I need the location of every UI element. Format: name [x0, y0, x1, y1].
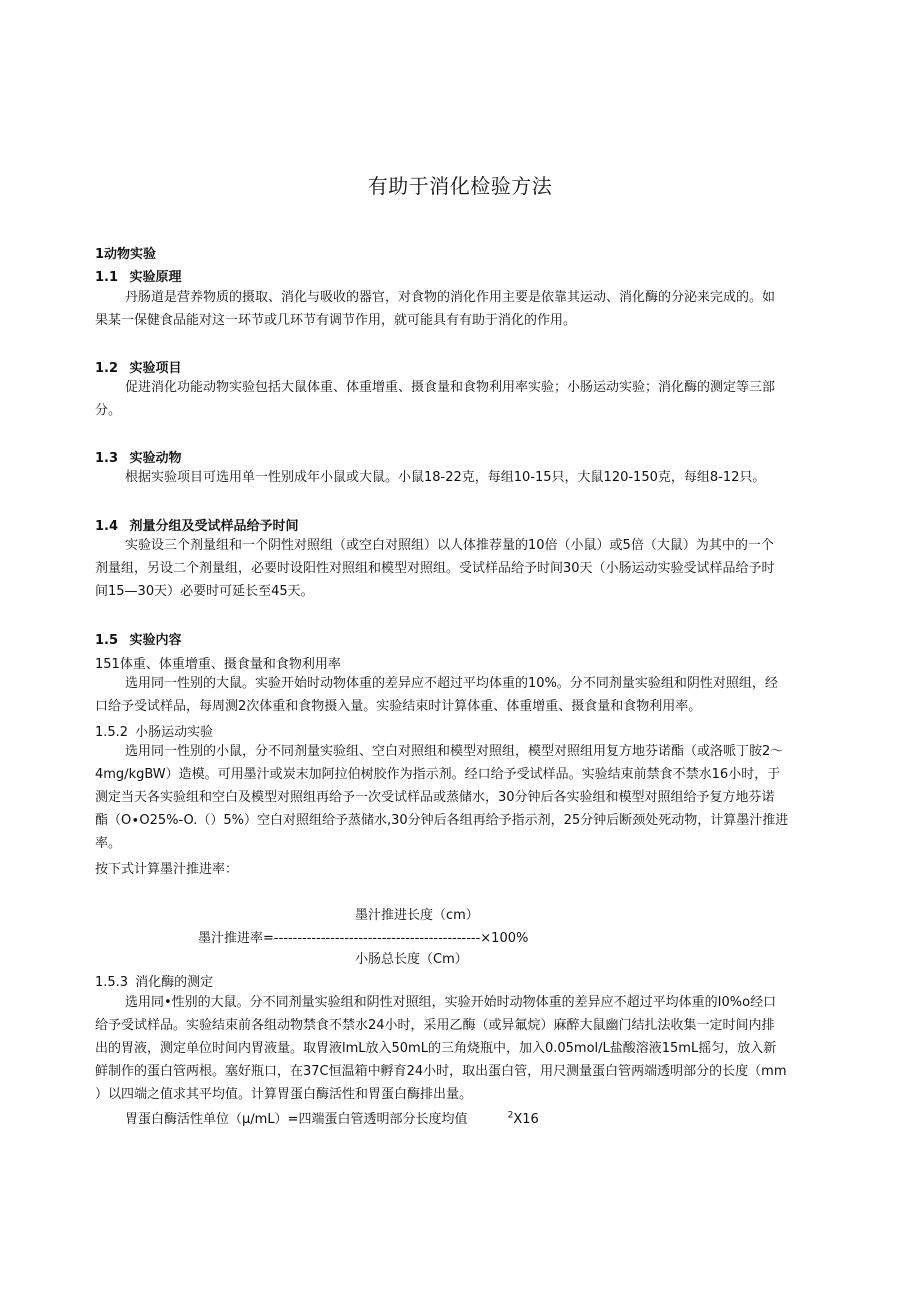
text-line: 选用同一性别的大鼠。实验开始时动物体重的差异应不超过平均体重的10%。分不同剂量实验组和阴性对照组，经 — [125, 676, 778, 691]
text-line: 促进消化功能动物实验包括大鼠体重、体重增重、摄食量和食物利用率实验；小肠运动实验；消化酶的测定等三部 — [125, 380, 776, 395]
text-line: 4mg∕kgBW）造模。可用墨汁或炭末加阿拉伯树胶作为指示剂。经口给予受试样品。实验结束前禁食不禁水16小时，于 — [95, 767, 781, 782]
text-line: 选用同一性别的小鼠，分不同剂量实验组、空白对照组和模型对照组，模型对照组用复方地芬诺酯（或洛哌丁胺2〜 — [125, 744, 784, 759]
section-title: 消化酶的测定 — [135, 975, 214, 990]
section-title: 实验内容 — [129, 633, 182, 648]
text-line: 鲜制作的蛋白管两根。塞好瓶口，在37C恒温箱中孵育24小时，取出蛋白管，用尺测量蛋白管两端透明部分的长度（mm — [95, 1064, 787, 1079]
subsection-1-5-2-heading — [95, 721, 213, 740]
text-line: 实验设三个剂量组和一个阴性对照组（或空白对照组）以人体推荐量的10倍（小鼠）或5倍（大鼠）为其中的一个 — [125, 538, 774, 553]
section-title: 剂量分组及受试样品给予时间 — [129, 519, 299, 534]
text-line: 测定当天各实验组和空白及模型对照组再给予一次受试样品或蒸储水，30分钟后各实验组和模型对照组给予复方地芬诺 — [95, 790, 775, 805]
formula-pepsin-sup: 2 — [507, 1110, 514, 1121]
section-1-2-heading — [95, 357, 182, 376]
section-title: 实验原理 — [129, 270, 182, 285]
section-title: 小肠运动实验 — [135, 725, 214, 740]
section-number: 1.3 — [95, 451, 119, 466]
text-line: 分。 — [95, 403, 122, 418]
formula-numerator: 墨汁推进长度（cm） — [355, 908, 479, 923]
text-line: 剂量组，另设二个剂量组，必要时设阳性对照组和模型对照组。受试样品给予时间30天（小肠运动实验受试样品给予时 — [95, 561, 775, 576]
section-title: 实验项目 — [129, 361, 182, 376]
section-number: 1.2 — [95, 361, 119, 376]
section-number: 1.1 — [95, 270, 119, 285]
section-1-4-heading — [95, 515, 299, 534]
section-number: 1.5.2 — [95, 725, 129, 740]
subsection-1-5-3-heading — [95, 971, 213, 990]
paragraph-dosage — [95, 534, 825, 603]
formula-pepsin-text: 胃蛋白酶活性单位（μ∕mL）=四端蛋白管透明部分长度均值 — [125, 1112, 468, 1127]
section-1-5-heading — [95, 629, 182, 648]
section-1-1-heading — [95, 266, 182, 285]
section-title: 实验动物 — [129, 451, 182, 466]
paragraph-items — [95, 376, 825, 422]
text-line: 丹肠道是营养物质的摄取、消化与吸收的器官，对食物的消化作用主要是依靠其运动、消化酶的分泌来完成的。如 — [125, 290, 776, 305]
formula-equation: 墨汁推进率=--------------------------------------------×100% — [198, 931, 529, 946]
text-line: 选用同•性别的大鼠。分不同剂量实验组和阴性对照组，实验开始时动物体重的差异应不超过平均体重的I0%o经口 — [125, 995, 777, 1010]
section-number: 1.5 — [95, 633, 119, 648]
formula-intro: 按下式计算墨汁推进率： — [95, 862, 239, 877]
text-line: 给予受试样品。实验结束前各组动物禁食不禁水24小时，采用乙酶（或异氟烷）麻醉大鼠幽门结扎法收集一定时间内排 — [95, 1018, 775, 1033]
page-title: 有助于消化检验方法 — [367, 174, 553, 198]
text-line: 酯（O∙O25%-O.（）5%）空白对照组给予蒸储水,30分钟后各组再给予指示剂，25分钟后断颈处死动物，计算墨汁推进 — [95, 813, 789, 828]
text-line: 率。 — [95, 836, 122, 851]
text-line: 出的胃液，测定单位时间内胃液量。取胃液lmL放入50mL的三角烧瓶中，加入0.05mol∕L盐酸溶液15mL摇匀，放入新 — [95, 1041, 777, 1056]
formula-pepsin — [125, 1108, 539, 1127]
paragraph-intestine — [95, 740, 825, 855]
text-line: ）以四端之值求其平均值。计算胃蛋白酶活性和胃蛋白酶排出量。 — [95, 1087, 473, 1102]
formula-pepsin-tail: X16 — [513, 1112, 539, 1127]
section-1-3-heading — [95, 447, 182, 466]
text-line: 口给予受试样品，每周测2次体重和食物摄入量。实验结束时计算体重、体重增重、摄食量和食物利用率。 — [95, 699, 702, 714]
formula-denominator: 小肠总长度（Cm） — [355, 952, 468, 967]
paragraph-principle — [95, 286, 825, 332]
subsection-1-5-1-heading: 151体重、体重增重、摄食量和食物利用率 — [95, 657, 341, 672]
paragraph-animals — [95, 466, 825, 489]
section-number: 1.4 — [95, 519, 119, 534]
text-line: 根据实验项目可选用单一性别成年小鼠或大鼠。小鼠18-22克，每组10-15只，大鼠120-150克，每组8-12只。 — [125, 470, 766, 485]
paragraph-body-weight — [95, 672, 825, 718]
text-line: 果某一保健食品能对这一环节或几环节有调节作用，就可能具有有助于消化的作用。 — [95, 313, 577, 328]
section-number: 1.5.3 — [95, 975, 129, 990]
paragraph-enzyme — [95, 991, 825, 1106]
text-line: 间15—30天）必要时可延长至45天。 — [95, 584, 314, 599]
section-1-heading: 1动物实验 — [95, 247, 157, 262]
